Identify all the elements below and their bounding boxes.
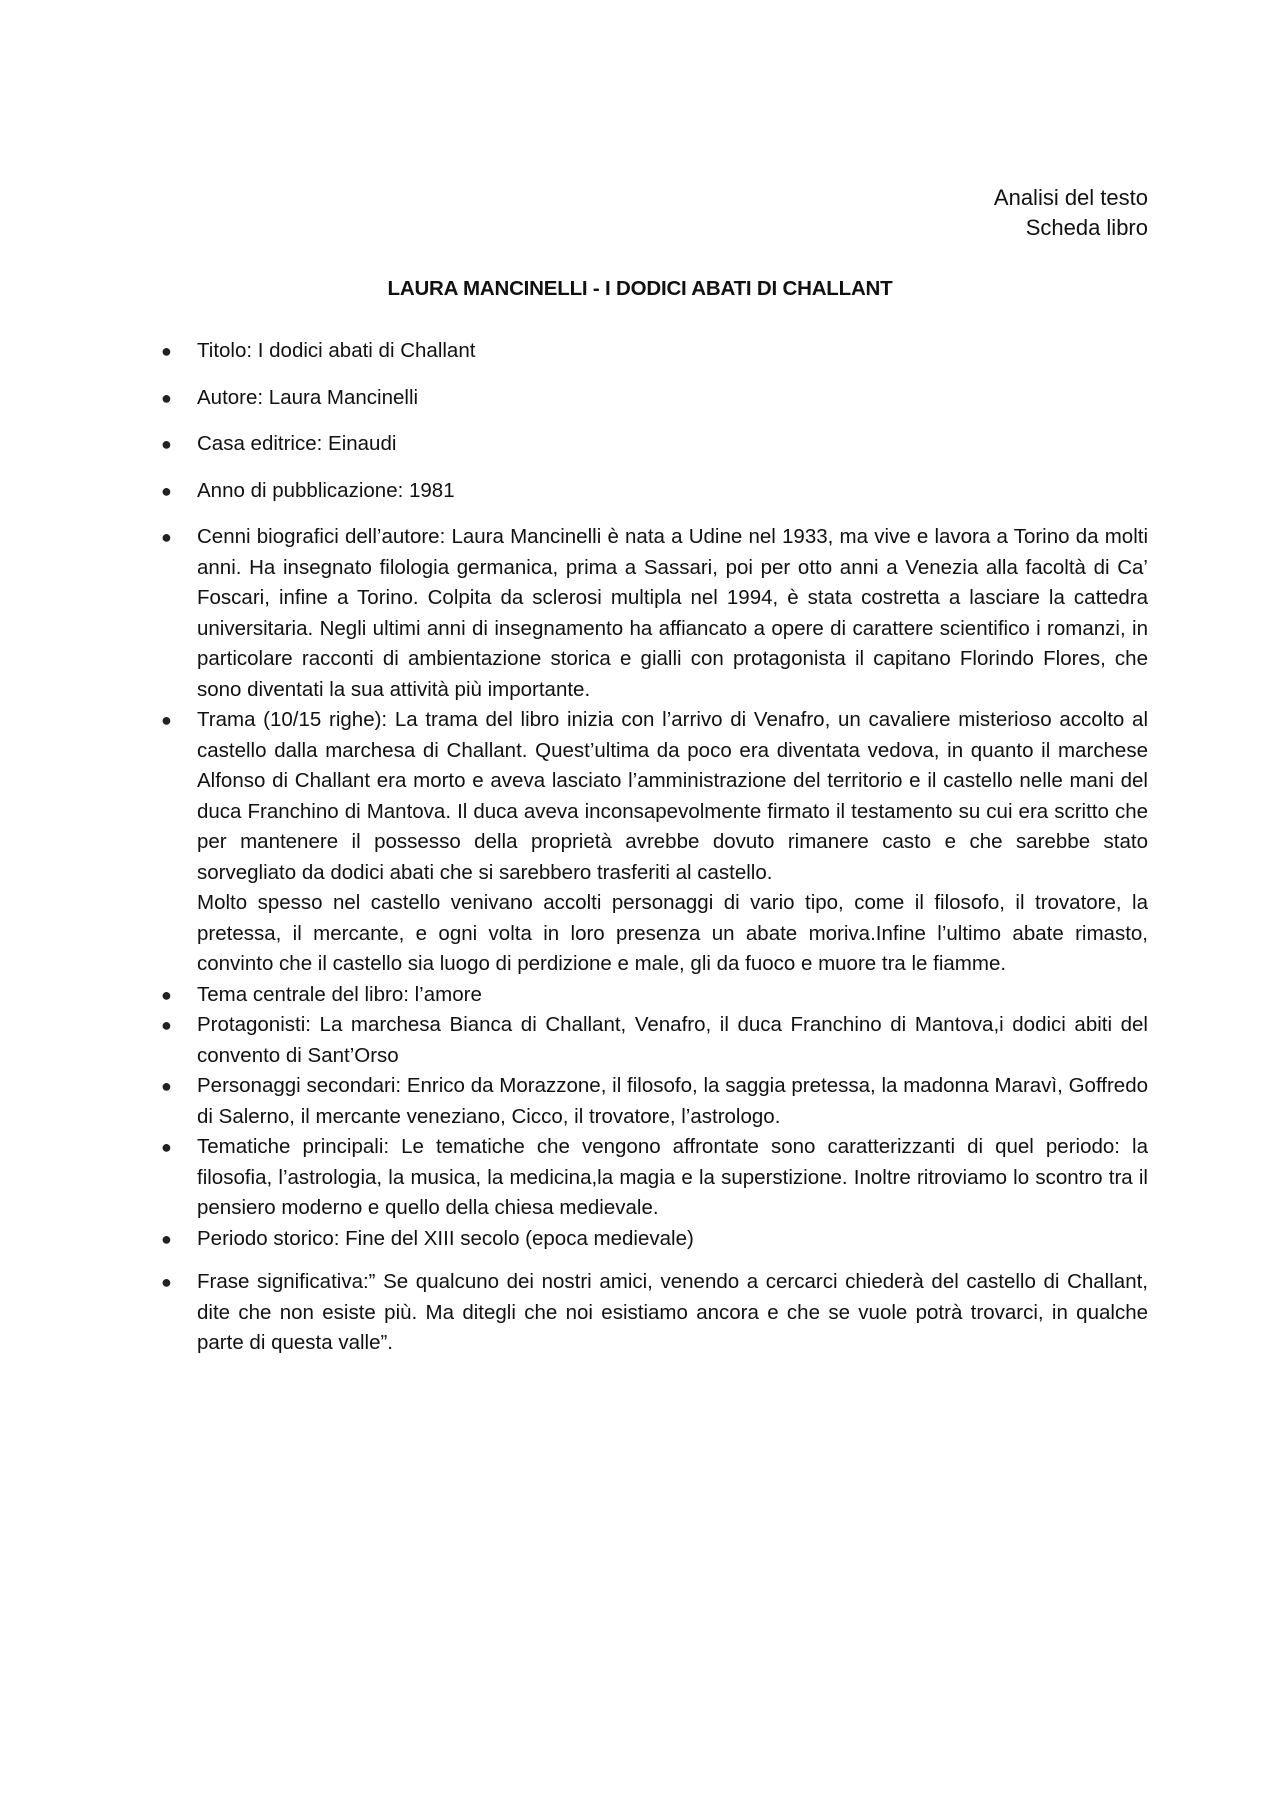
list-item-text: Trama (10/15 righe): La trama del libro inizia con l’arrivo di Venafro, un cavaliere misterioso accolto al castello dalla marchesa di Challant. Quest’ultima da poco era diventata vedova, in quanto il marchese Alfonso di Challant era morto e aveva lasciato l’amministrazione del territorio e il castello nelle mani del duca Franchino di Mantova. Il duca aveva inconsapevolmente firmato il testamento su cui era scritto che per mantenere il possesso della proprietà avrebbe dovuto rimanere casto e che sarebbe stato sorvegliato da dodici abati che si sarebbero trasferiti al castello. (197, 708, 1148, 884)
document-title: LAURA MANCINELLI - I DODICI ABATI DI CHALLANT (387, 277, 893, 300)
list-item-text: Tema centrale del libro: l’amore (197, 982, 482, 1006)
list-item-text: Cenni biografici dell’autore: Laura Mancinelli è nata a Udine nel 1933, ma vive e lavora a Torino da molti anni. Ha insegnato filologia germanica, prima a Sassari, poi per otto anni a Venezia alla facoltà di Ca’ Foscari, infine a Torino. Colpita da sclerosi multipla nel 1994, è stata costretta a lasciare la cattedra universitaria. Negli ultimi anni di insegnamento ha affiancato a opere di carattere scientifico i romanzi, in particolare racconti di ambientazione storica e gialli con protagonista il capitano Florindo Flores, che sono diventati la sua attività più importante. (197, 525, 1148, 701)
list-item-text: Frase significativa:” Se qualcuno dei nostri amici, venendo a cercarci chiederà del castello di Challant, dite che non esiste più. Ma ditegli che noi esistiamo ancora e che se vuole potrà trovarci, in qualche parte di questa valle”. (197, 1270, 1148, 1354)
bullet-icon: ● (161, 527, 172, 547)
list-item-titolo (161, 336, 1148, 367)
list-item-text: Tematiche principali: Le tematiche che vengono affrontate sono caratterizzanti di quel periodo: la filosofia, l’astrologia, la musica, la medicina,la magia e la superstizione. Inoltre ritroviamo lo scontro tra il pensiero moderno e quello della chiesa medievale. (197, 1135, 1148, 1219)
list-item-text: Casa editrice: Einaudi (197, 432, 397, 455)
list-item-protagonisti (161, 1010, 1148, 1071)
bullet-icon: ● (161, 341, 172, 361)
bullet-icon: ● (161, 480, 172, 501)
bullet-icon: ● (161, 1137, 172, 1157)
bullet-icon: ● (161, 1228, 172, 1249)
list-item-text: Protagonisti: La marchesa Bianca di Challant, Venafro, il duca Franchino di Mantova,i dodici abiti del convento di Sant’Orso (197, 1013, 1148, 1067)
list-item-trama (161, 705, 1148, 980)
bullet-icon: ● (161, 710, 172, 730)
header-line-analisi: Analisi del testo (993, 185, 1148, 210)
list-item-text: Titolo: I dodici abati di Challant (197, 339, 476, 362)
bullet-icon: ● (161, 1272, 172, 1292)
bullet-icon: ● (161, 387, 172, 408)
bullet-icon: ● (161, 984, 172, 1005)
list-item-autore (161, 383, 1148, 414)
list-item-text: Autore: Laura Mancinelli (197, 385, 419, 409)
list-item-tema-centrale (161, 980, 1148, 1011)
list-item-frase-significativa (161, 1267, 1148, 1359)
list-item-casa-editrice (161, 429, 1148, 460)
list-item-tematiche (161, 1132, 1148, 1224)
list-item-text: Anno di pubblicazione: 1981 (197, 478, 455, 502)
bullet-icon: ● (161, 1076, 172, 1096)
list-item-personaggi-secondari (161, 1071, 1148, 1132)
book-sheet-list (161, 336, 1148, 1359)
list-item-anno (161, 476, 1148, 507)
header-right (994, 183, 1148, 243)
header-line-scheda: Scheda libro (1025, 215, 1148, 240)
list-item-text: Personaggi secondari: Enrico da Morazzone, il filosofo, la saggia pretessa, la madonna Maravì, Goffredo di Salerno, il mercante veneziano, Cicco, il trovatore, l’astrologo. (197, 1074, 1148, 1128)
list-item-text-continued: Molto spesso nel castello venivano accolti personaggi di vario tipo, come il filosofo, il trovatore, la pretessa, il mercante, e ogni volta in loro presenza un abate moriva.Infine l’ultimo abate rimasto, convinto che il castello sia luogo di perdizione e male, gli da fuoco e muore tra le fiamme. (197, 891, 1148, 975)
list-item-text: Periodo storico: Fine del XIII secolo (epoca medievale) (197, 1226, 694, 1250)
bullet-icon: ● (161, 1015, 172, 1035)
list-item-periodo-storico (161, 1224, 1148, 1255)
list-item-cenni-biografici (161, 522, 1148, 705)
bullet-icon: ● (161, 434, 172, 454)
